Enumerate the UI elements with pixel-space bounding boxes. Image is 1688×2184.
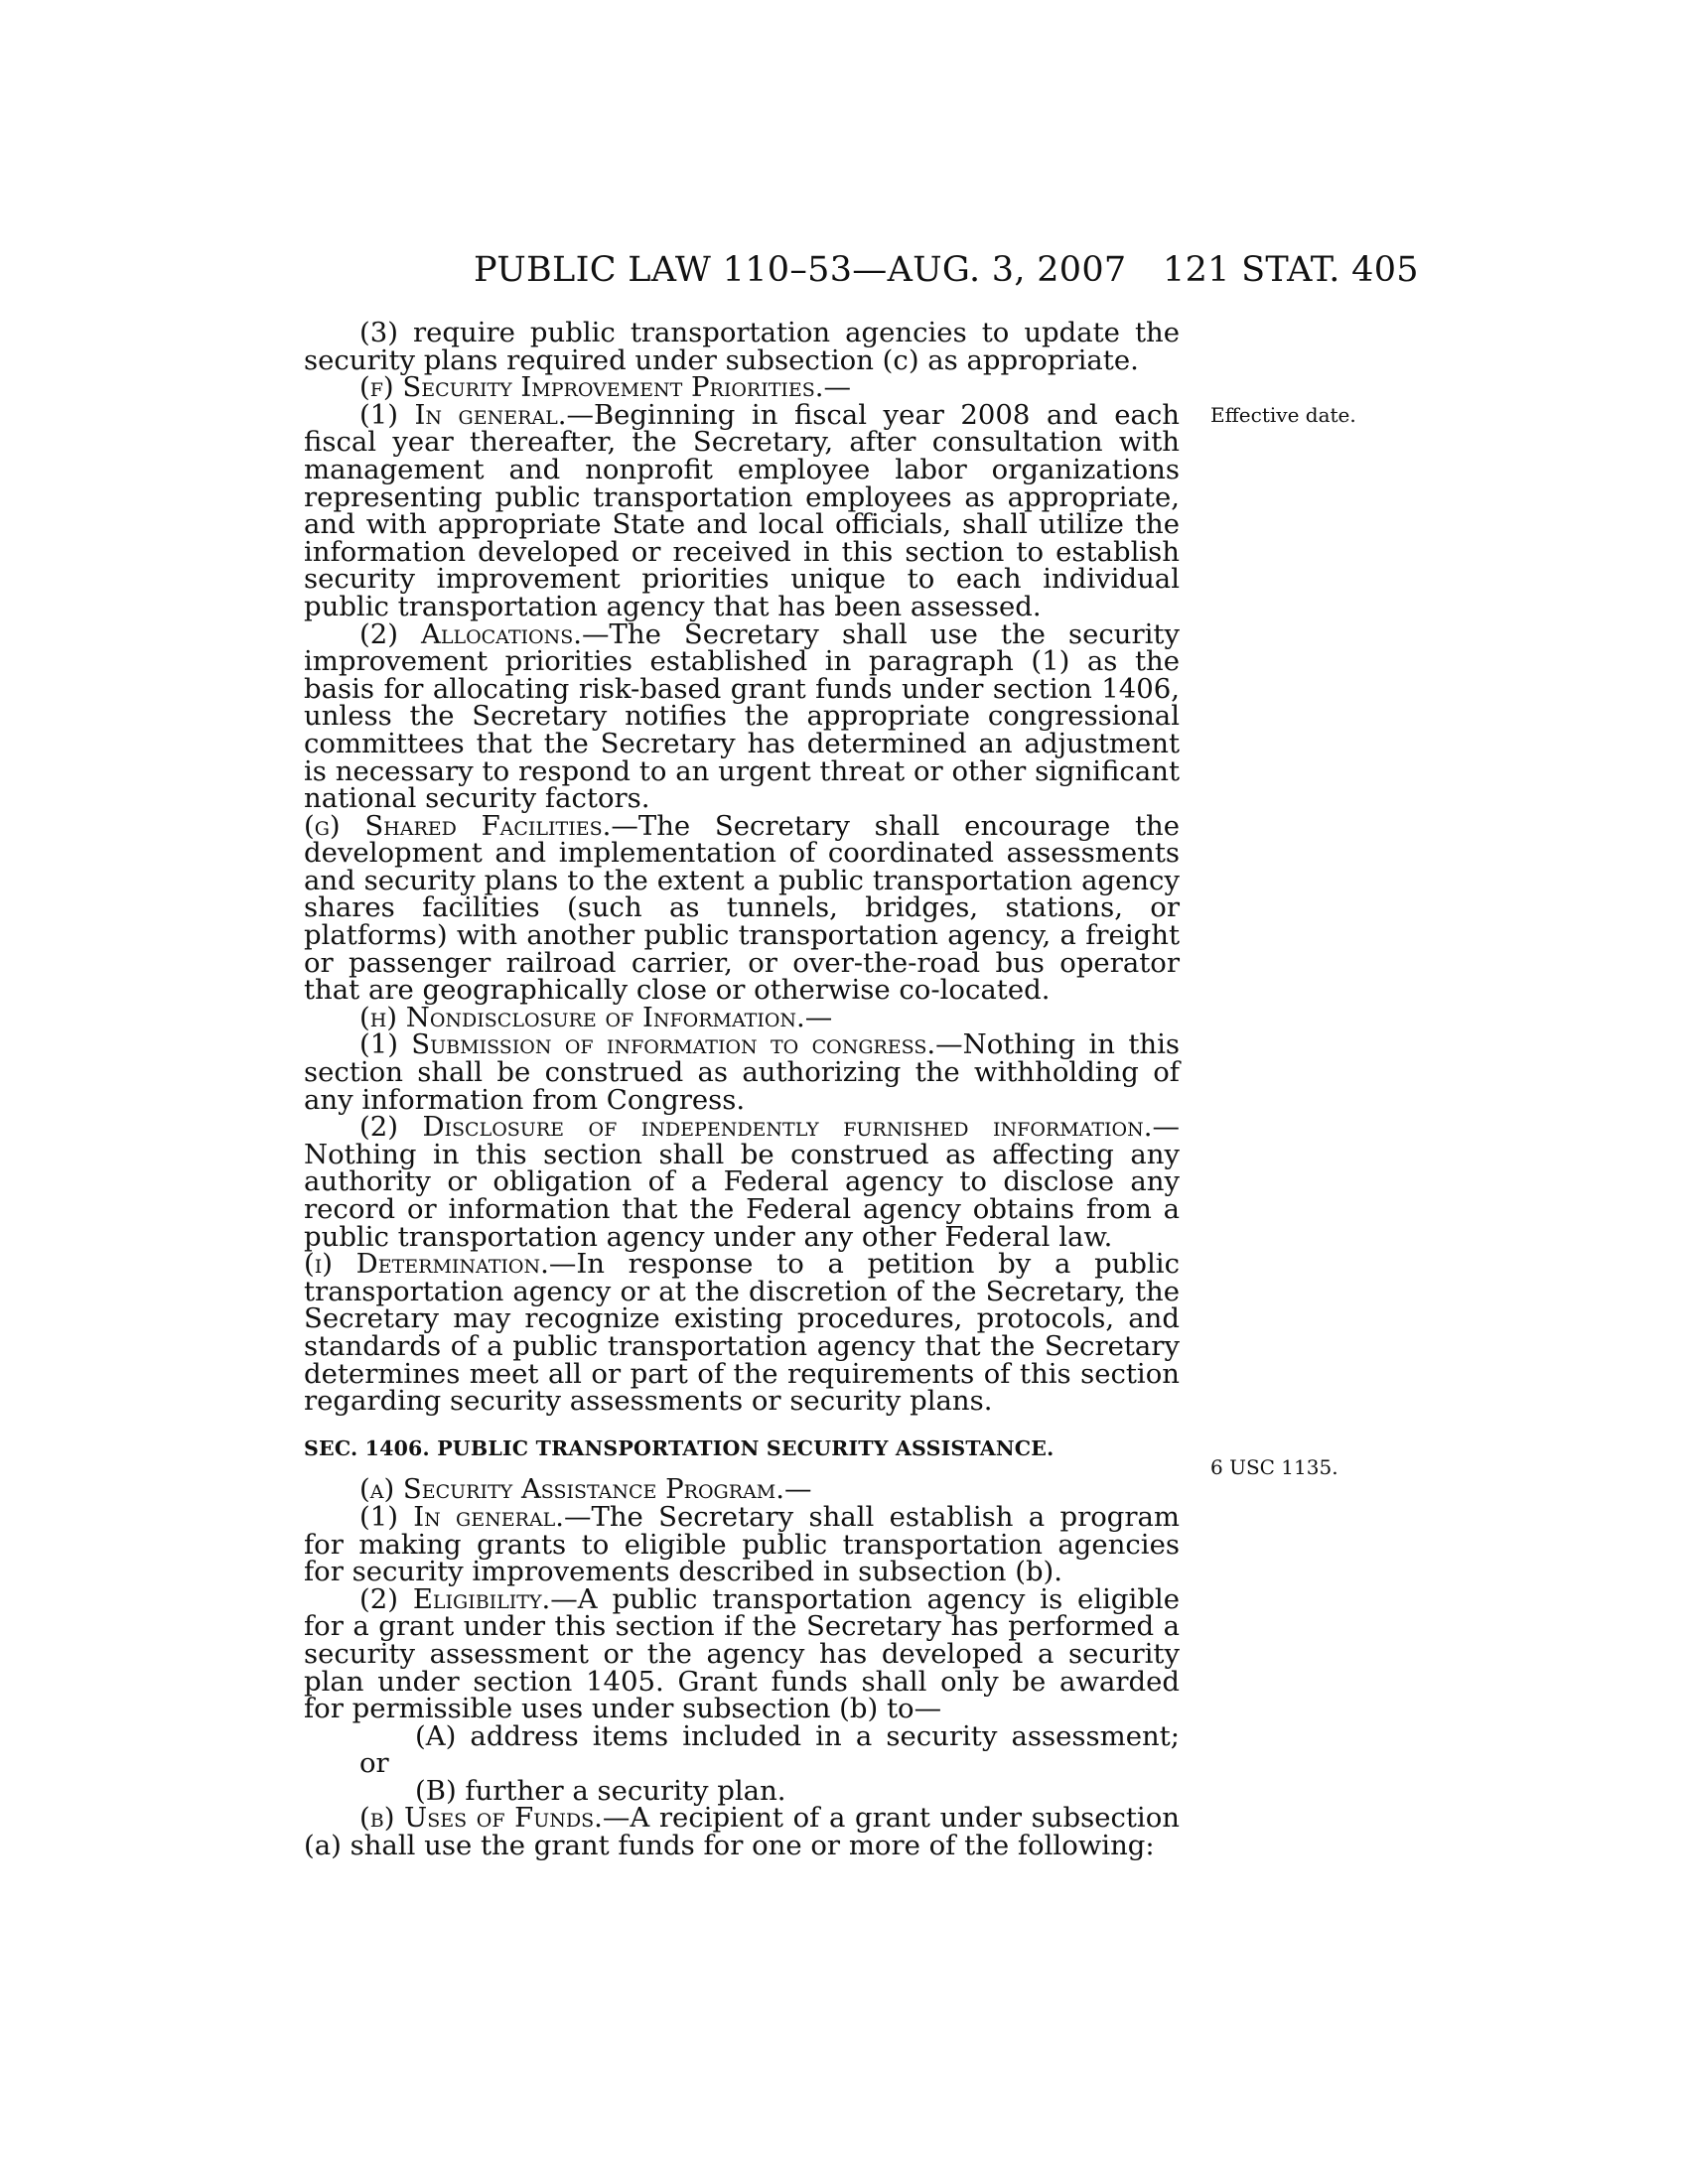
subparagraph-a2-B: (B) further a security plan. [415, 1774, 786, 1807]
running-header-title: PUBLIC LAW 110–53—AUG. 3, 2007 [474, 250, 1127, 290]
paragraph-g: (g) Shared Facilities.—The Secretary shall encourage the development and implementation of coordinated assessments and security plans to the extent a public transportation agency shares facilities (such as tunnels, bridges, stations, or platforms) with another public transportation agency, a freight or passenger railroad carrier, or over-the-road bus operator that are geographically close or otherwise co-located. [304, 809, 1180, 1007]
subsection-f-heading: (f) Security Improvement Priorities.— [359, 371, 852, 404]
f1-heading: (1) In general. [359, 398, 567, 431]
f2-heading: (2) Allocations. [359, 617, 583, 650]
paragraph-h1: (1) Submission of information to congress.—Nothing in this section shall be construed as authorizing the withholding of any information from Congress. [304, 1028, 1180, 1116]
paragraph-f2: (2) Allocations.—The Secretary shall use the security improvement priorities established in paragraph (1) as the basis for allocating risk-based grant funds under section 1406, unless the Secretary notifies the appropriate congressional committees that the Secretary has determined an adjustment is necessary to respond to an urgent threat or other significant national security factors. [304, 617, 1180, 815]
paragraph-h2: (2) Disclosure of independently furnished information.—Nothing in this section shall be construed as affecting any authority or obligation of a Federal agency to disclose any record or information that the Federal agency obtains from a public transportation agency under any other Federal law. [304, 1111, 1180, 1253]
i-heading: (i) Determination. [304, 1248, 549, 1281]
a1-heading: (1) In general. [359, 1500, 564, 1533]
g-heading: (g) Shared Facilities. [304, 809, 612, 842]
h1-heading: (1) Submission of information to congress. [359, 1028, 936, 1061]
paragraph-b: (b) Uses of Funds.—A recipient of a grant under subsection (a) shall use the grant funds for one or more of the following: [304, 1802, 1180, 1862]
subsection-h-heading: (h) Nondisclosure of Information.— [359, 1001, 833, 1033]
margin-note-usc-citation: 6 USC 1135. [1210, 1455, 1338, 1479]
paragraph-f1: (1) In general.—Beginning in fiscal year 2008 and each fiscal year thereafter, the Secretary, after consultation with management and nonprofit employee labor organizations representing public transportation employees as appropriate, and with appropriate State and local officials, shall utilize the information developed or received in this section to establish security improvement priorities unique to each individual public transportation agency that has been assessed. [304, 398, 1180, 622]
paragraph-i: (i) Determination.—In response to a petition by a public transportation agency or at the discretion of the Secretary, the Secretary may recognize existing procedures, protocols, and standards of a public transportation agency that the Secretary determines meet all or part of the requirements of this section regarding security assessments or security plans. [304, 1248, 1181, 1418]
section-1406-heading: SEC. 1406. PUBLIC TRANSPORTATION SECURITY ASSISTANCE. [304, 1435, 1055, 1460]
paragraph-e3: (3) require public transportation agencies to update the security plans required under subsection (c) as appropriate. [304, 317, 1180, 376]
a2-heading: (2) Eligibility. [359, 1582, 551, 1615]
paragraph-a2: (2) Eligibility.—A public transportation agency is eligible for a grant under this section if the Secretary has performed a security assessment or the agency has developed a security plan under section 1405. Grant funds shall only be awarded for permissible uses under subsection (b) to— [304, 1582, 1180, 1725]
subparagraph-a2-A: (A) address items included in a security assessment; or [359, 1719, 1180, 1780]
subsection-a-heading: (a) Security Assistance Program.— [359, 1473, 812, 1506]
page-body [304, 317, 1181, 1862]
h2-heading: (2) Disclosure of independently furnished information. [359, 1111, 1153, 1144]
paragraph-a1: (1) In general.—The Secretary shall establish a program for making grants to eligible public transportation agencies for security improvements described in subsection (b). [304, 1500, 1180, 1588]
margin-note-effective-date: Effective date. [1210, 403, 1356, 427]
b-heading: (b) Uses of Funds. [359, 1802, 603, 1835]
statute-page-number: 121 STAT. 405 [1163, 250, 1419, 290]
